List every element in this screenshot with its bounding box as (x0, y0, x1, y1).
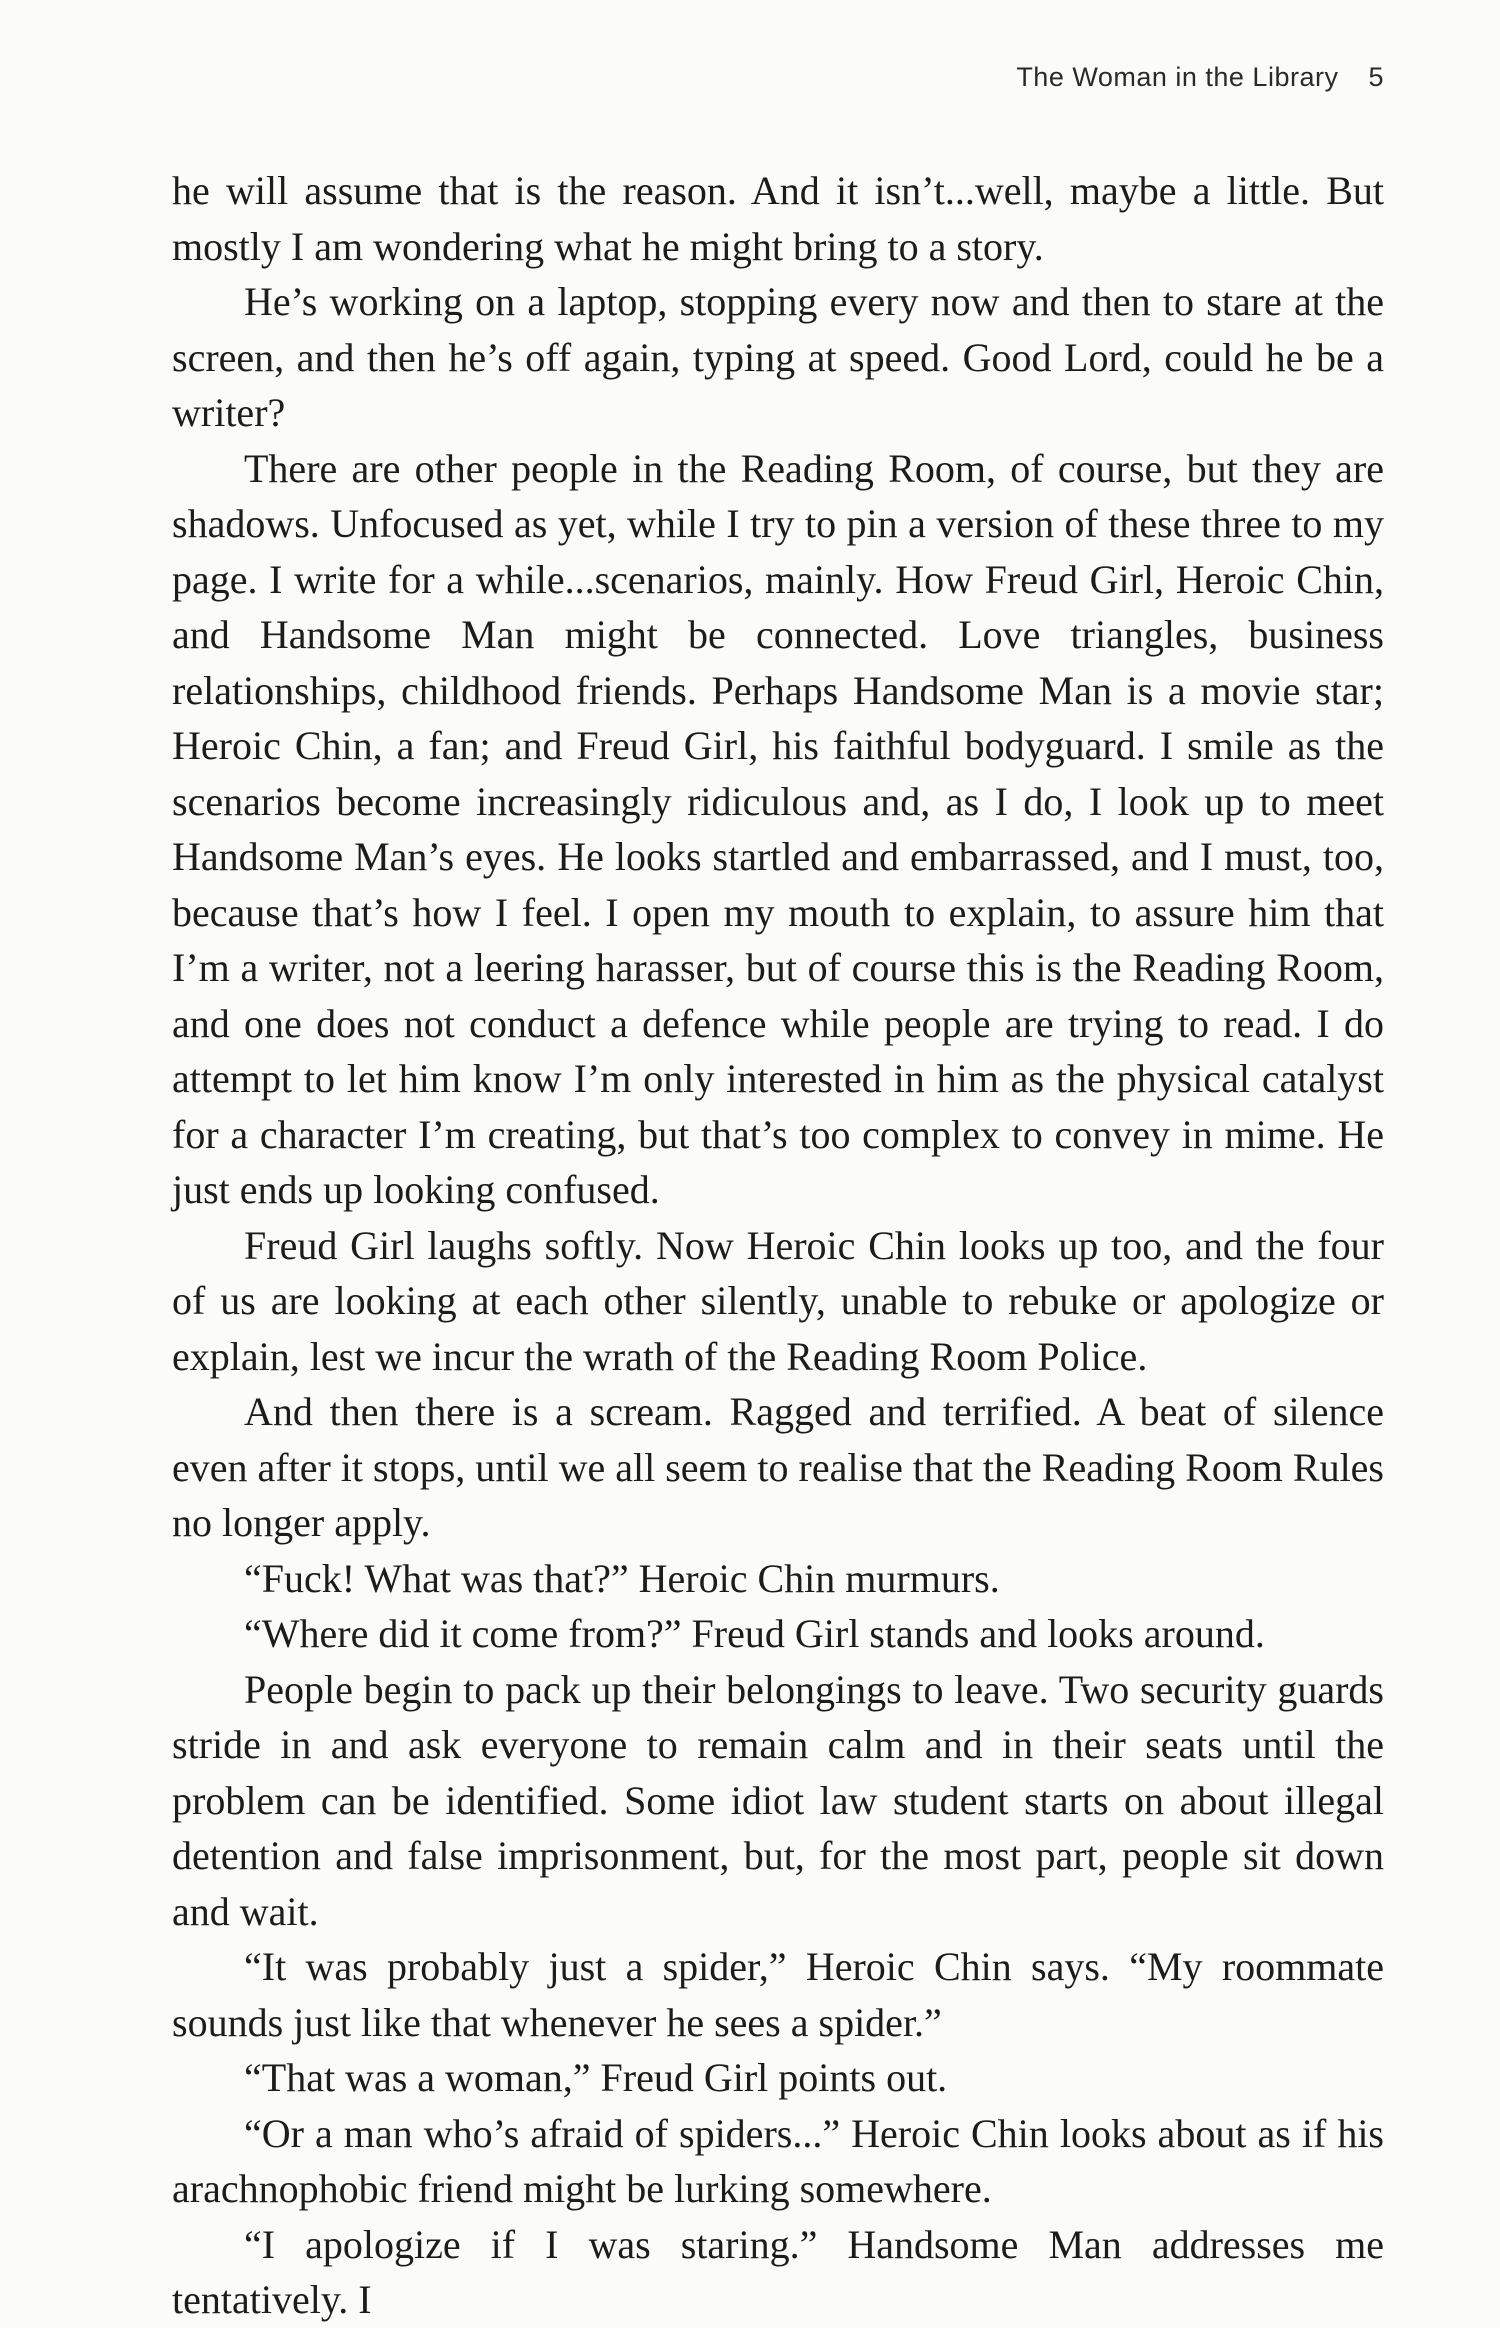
paragraph: “It was probably just a spider,” Heroic Chin says. “My roommate sounds just like that whenever he sees a spider.” (172, 1944, 1384, 2045)
paragraph: And then there is a scream. Ragged and terrified. A beat of silence even after it stops, until we all seem to realise that the Reading Room Rules no longer apply. (172, 1389, 1384, 1545)
body-text (172, 163, 1384, 2328)
paragraph: “I apologize if I was staring.” Handsome Man addresses me tentatively. I (172, 2221, 1384, 2322)
paragraph: People begin to pack up their belongings to leave. Two security guards stride in and ask everyone to remain calm and in their seats until the problem can be identified. Some idiot law student starts on about illegal detention and false imprisonment, but, for the most part, people sit down and wait. (172, 1666, 1384, 1934)
paragraph: “Where did it come from?” Freud Girl stands and looks around. (244, 1611, 1265, 1656)
paragraph: There are other people in the Reading Room, of course, but they are shadows. Unfocused as yet, while I try to pin a version of these three to my page. I write for a while...scenarios, mainly. How Freud Girl, Heroic Chin, and Handsome Man might be connected. Love triangles, business relationships, childhood friends. Perhaps Handsome Man is a movie star; Heroic Chin, a fan; and Freud Girl, his faithful bodyguard. I smile as the scenarios become increasingly ridiculous and, as I do, I look up to meet Handsome Man’s eyes. He looks startled and embarrassed, and I must, too, because that’s how I feel. I open my mouth to explain, to assure him that I’m a writer, not a leering harasser, but of course this is the Reading Room, and one does not conduct a defence while people are trying to read. I do attempt to let him know I’m only interested in him as the physical catalyst for a character I’m creating, but that’s too complex to convey in mime. He just ends up looking confused. (172, 445, 1384, 1212)
paragraph: Freud Girl laughs softly. Now Heroic Chin looks up too, and the four of us are looking at each other silently, unable to rebuke or apologize or explain, lest we incur the wrath of the Reading Room Police. (172, 1222, 1384, 1379)
running-head (1016, 62, 1384, 93)
book-title: The Woman in the Library (1016, 62, 1339, 92)
paragraph: “Fuck! What was that?” Heroic Chin murmurs. (244, 1555, 1000, 1601)
page-number: 5 (1368, 62, 1384, 92)
paragraph: He’s working on a laptop, stopping every now and then to stare at the screen, and then he’s off again, typing at speed. Good Lord, could he be a writer? (172, 279, 1384, 435)
paragraph: “That was a woman,” Freud Girl points out. (244, 2055, 948, 2100)
paragraph: he will assume that is the reason. And it isn’t...well, maybe a little. But mostly I am wondering what he might bring to a story. (172, 168, 1384, 269)
paragraph: “Or a man who’s afraid of spiders...” Heroic Chin looks about as if his arachnophobic friend might be lurking somewhere. (172, 2110, 1384, 2211)
